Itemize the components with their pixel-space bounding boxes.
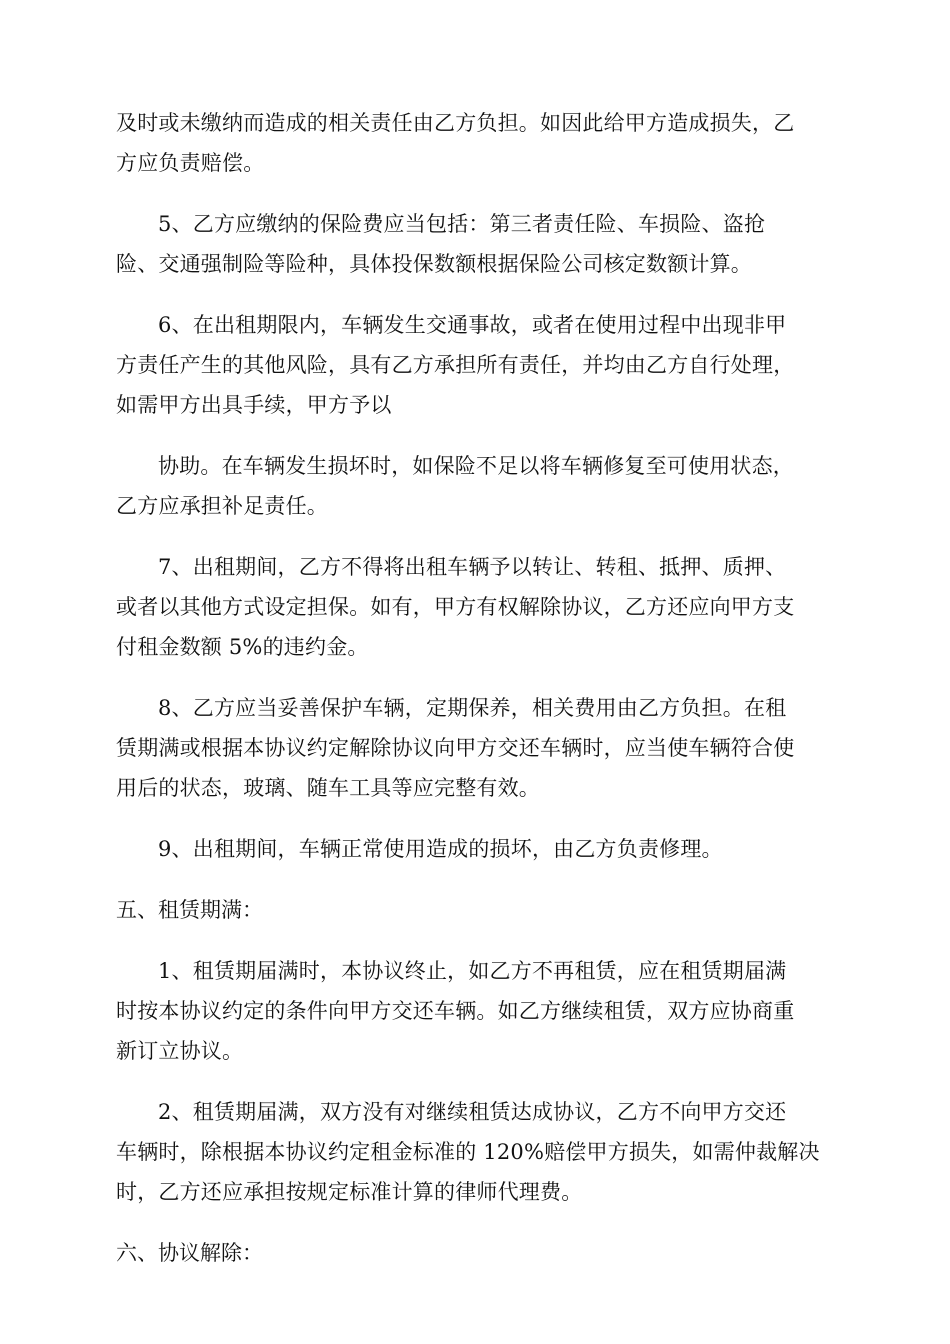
clause-4-6-accident: 6、在出租期限内，车辆发生交通事故，或者在使用过程中出现非甲 方责任产生的其他风险，具有乙方承担所有责任，并均由乙方自行处理， 如需甲方出具手续，甲方予以 — [116, 313, 795, 417]
clause-4-7-transfer: 7、出租期间，乙方不得将出租车辆予以转让、转租、抵押、质押、 或者以其他方式设定担保。如有，甲方有权解除协议，乙方还应向甲方支 付租金数额 5%的违约金。 — [116, 555, 795, 659]
section-heading-6: 六、协议解除： — [116, 1241, 263, 1265]
paragraph-continuation: 及时或未缴纳而造成的相关责任由乙方负担。如因此给甲方造成损失，乙 方应负责赔偿。 — [116, 111, 795, 175]
clause-5-1-expiry: 1、租赁期届满时，本协议终止，如乙方不再租赁，应在租赁期届满 时按本协议约定的条件向甲方交还车辆。如乙方继续租赁，双方应协商重 新订立协议。 — [116, 959, 795, 1063]
clause-4-6-assistance: 协助。在车辆发生损坏时，如保险不足以将车辆修复至可使用状态， 乙方应承担补足责任。 — [116, 454, 794, 518]
clause-4-9-repair: 9、出租期间，车辆正常使用造成的损坏，由乙方负责修理。 — [158, 837, 723, 861]
clause-4-8-maintenance: 8、乙方应当妥善保护车辆，定期保养，相关费用由乙方负担。在租 赁期满或根据本协议约定解除协议向甲方交还车辆时，应当使车辆符合使 用后的状态，玻璃、随车工具等应完整有效。 — [116, 696, 795, 800]
document-page — [116, 103, 838, 1294]
clause-4-5-insurance: 5、乙方应缴纳的保险费应当包括：第三者责任险、车损险、盗抢 险、交通强制险等险种，具体投保数额根据保险公司核定数额计算。 — [116, 212, 766, 276]
section-heading-5: 五、租赁期满： — [116, 898, 263, 922]
clause-5-2-compensation: 2、租赁期届满，双方没有对继续租赁达成协议，乙方不向甲方交还 车辆时，除根据本协议约定租金标准的 120%赔偿甲方损失，如需仲裁解决 时，乙方还应承担按规定标准计算的律师代理费。 — [116, 1100, 820, 1204]
